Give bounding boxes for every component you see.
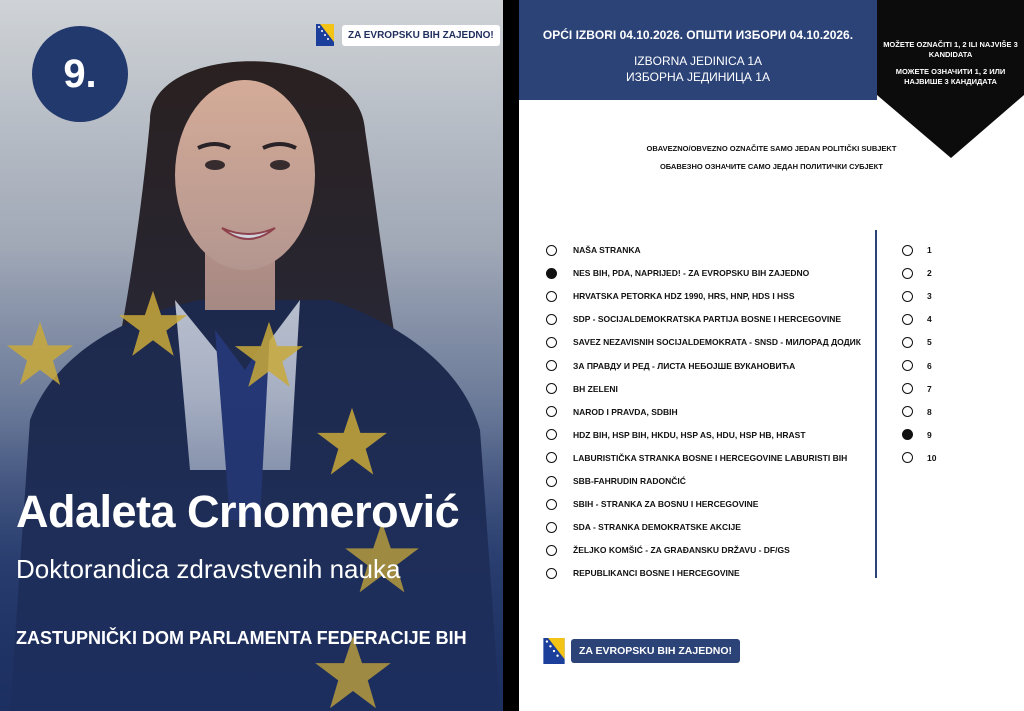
candidate-radio[interactable] — [902, 360, 913, 371]
party-option[interactable] — [546, 334, 861, 350]
ballot-paper — [519, 0, 1024, 711]
party-label: LABURISTIČKA STRANKA BOSNE I HERCEGOVINE LABURISTI BIH — [573, 452, 848, 463]
candidate-number-badge: 9. — [32, 26, 128, 122]
bih-flag-icon — [316, 24, 334, 46]
party-label: ŽELJKO KOMŠIĆ - ZA GRAĐANSKU DRŽAVU - DF/GS — [573, 545, 790, 556]
party-option[interactable] — [546, 542, 790, 558]
party-label: SAVEZ NEZAVISNIH SOCIJALDEMOKRATA - SNSD - МИЛОРАД ДОДИК — [573, 337, 861, 348]
candidate-radio[interactable] — [902, 452, 913, 463]
ballot-footer-slogan — [543, 638, 740, 664]
party-label: SDA - STRANKA DEMOKRATSKE AKCIJE — [573, 522, 741, 533]
party-radio[interactable] — [546, 522, 557, 533]
party-radio[interactable] — [546, 337, 557, 348]
candidate-limit-note-cyrillic: МОЖЕТЕ ОЗНАЧИТИ 1, 2 ИЛИ НАЈВИШЕ 3 КАНДИДАТА — [895, 67, 1006, 86]
party-label: HRVATSKA PETORKA HDZ 1990, HRS, HNP, HDS I HSS — [573, 291, 795, 302]
party-label: SDP - SOCIJALDEMOKRATSKA PARTIJA BOSNE I HERCEGOVINE — [573, 314, 842, 325]
candidate-number: 9 — [927, 429, 932, 440]
candidate-option[interactable] — [902, 242, 932, 258]
candidate-radio[interactable] — [902, 314, 913, 325]
instruction-latin: OBAVEZNO/OBVEZNO OZNAČITE SAMO JEDAN POLITIČKI SUBJEKT — [646, 144, 897, 153]
party-radio[interactable] — [546, 406, 557, 417]
candidate-option[interactable] — [902, 265, 932, 281]
candidate-number: 10 — [927, 452, 937, 463]
party-option[interactable] — [546, 311, 841, 327]
eu-star-icon — [232, 318, 306, 392]
party-radio[interactable] — [546, 383, 557, 394]
party-label: SBIH - STRANKA ZA BOSNU I HERCEGOVINE — [573, 499, 759, 510]
party-option[interactable] — [546, 288, 795, 304]
candidate-option[interactable] — [902, 311, 932, 327]
party-label: REPUBLIKANCI BOSNE I HERCEGOVINE — [573, 568, 740, 579]
party-label: NAROD I PRAVDA, SDBIH — [573, 406, 678, 417]
party-option[interactable] — [546, 565, 740, 581]
party-radio[interactable] — [546, 499, 557, 510]
candidate-name: Adaleta Crnomerović — [16, 486, 460, 537]
candidate-option[interactable] — [902, 288, 932, 304]
election-title: OPĆI IZBORI 04.10.2026. ОПШТИ ИЗБОРИ 04.10.2026. — [542, 28, 854, 42]
candidate-number: 5 — [927, 337, 932, 348]
party-option[interactable] — [546, 450, 847, 466]
candidate-option[interactable] — [902, 450, 936, 466]
candidate-number: 2 — [927, 268, 932, 279]
candidate-number: 1 — [927, 245, 932, 255]
candidate-option[interactable] — [902, 381, 932, 397]
column-divider — [875, 230, 877, 578]
ballot-header — [519, 0, 877, 100]
footer-slogan-label: ZA EVROPSKU BIH ZAJEDNO! — [571, 639, 740, 663]
candidate-radio[interactable] — [902, 383, 913, 394]
eu-star-icon — [4, 318, 76, 390]
candidate-radio[interactable] — [902, 406, 913, 417]
electoral-unit-cyrillic: ИЗБОРНА ЈЕДИНИЦА 1А — [626, 70, 770, 84]
candidate-radio[interactable] — [902, 337, 913, 348]
electoral-unit-latin: IZBORNA JEDINICA 1A — [633, 54, 763, 68]
party-radio[interactable] — [546, 291, 557, 302]
eu-star-icon — [116, 287, 190, 361]
party-label: HDZ BIH, HSP BIH, HKDU, HSP AS, HDU, HSP HB, HRAST — [573, 429, 806, 440]
party-radio[interactable] — [546, 545, 557, 556]
candidate-number: 3 — [927, 291, 932, 302]
party-option[interactable] — [546, 519, 741, 535]
party-radio[interactable] — [546, 360, 557, 371]
candidate-option[interactable] — [902, 404, 932, 420]
candidate-radio[interactable] — [902, 245, 913, 256]
party-option[interactable] — [546, 381, 618, 397]
party-radio[interactable] — [546, 568, 557, 579]
candidate-number: 6 — [927, 360, 932, 371]
candidate-option[interactable] — [902, 427, 932, 443]
eu-star-icon — [314, 404, 390, 480]
party-option[interactable] — [546, 427, 806, 443]
poster-slogan — [316, 24, 500, 46]
party-option[interactable] — [546, 358, 795, 374]
candidate-limit-note-latin: MOŽETE OZNAČITI 1, 2 ILI NAJVIŠE 3 KANDIDATA — [883, 40, 1018, 59]
slogan-label: ZA EVROPSKU BIH ZAJEDNO! — [342, 25, 500, 46]
instruction-cyrillic: ОБАВЕЗНО ОЗНАЧИТЕ САМО ЈЕДАН ПОЛИТИЧКИ СУБЈЕКТ — [659, 162, 884, 171]
candidate-number: 8 — [927, 406, 932, 417]
party-option[interactable] — [546, 473, 686, 489]
party-label: SBB-FAHRUDIN RADONČIĆ — [573, 476, 686, 486]
party-option[interactable] — [546, 242, 641, 258]
party-radio[interactable] — [546, 314, 557, 325]
candidate-radio[interactable] — [902, 429, 913, 440]
party-radio[interactable] — [546, 429, 557, 440]
party-label: NES BIH, PDA, NAPRIJED! - ZA EVROPSKU BIH ZAJEDNO — [573, 268, 810, 279]
party-label: NAŠA STRANKA — [573, 245, 641, 255]
party-radio[interactable] — [546, 268, 557, 279]
candidate-radio[interactable] — [902, 291, 913, 302]
candidate-option[interactable] — [902, 358, 932, 374]
candidate-number: 7 — [927, 383, 932, 394]
campaign-poster — [0, 0, 503, 711]
parliament-house: ZASTUPNIČKI DOM PARLAMENTA FEDERACIJE BIH — [16, 628, 467, 648]
candidate-radio[interactable] — [902, 268, 913, 279]
party-radio[interactable] — [546, 476, 557, 487]
party-option[interactable] — [546, 496, 758, 512]
party-option[interactable] — [546, 265, 809, 281]
party-label: BH ZELENI — [573, 383, 618, 394]
party-option[interactable] — [546, 404, 678, 420]
party-radio[interactable] — [546, 452, 557, 463]
bih-flag-icon — [543, 638, 565, 664]
party-label: ЗА ПРАВДУ И РЕД - ЛИСТА НЕБОЈШЕ ВУКАНОВИЋА — [573, 360, 796, 371]
candidate-number: 4 — [927, 314, 932, 325]
candidate-title: Doktorandica zdravstvenih nauka — [16, 554, 401, 584]
candidate-option[interactable] — [902, 334, 932, 350]
party-radio[interactable] — [546, 245, 557, 256]
